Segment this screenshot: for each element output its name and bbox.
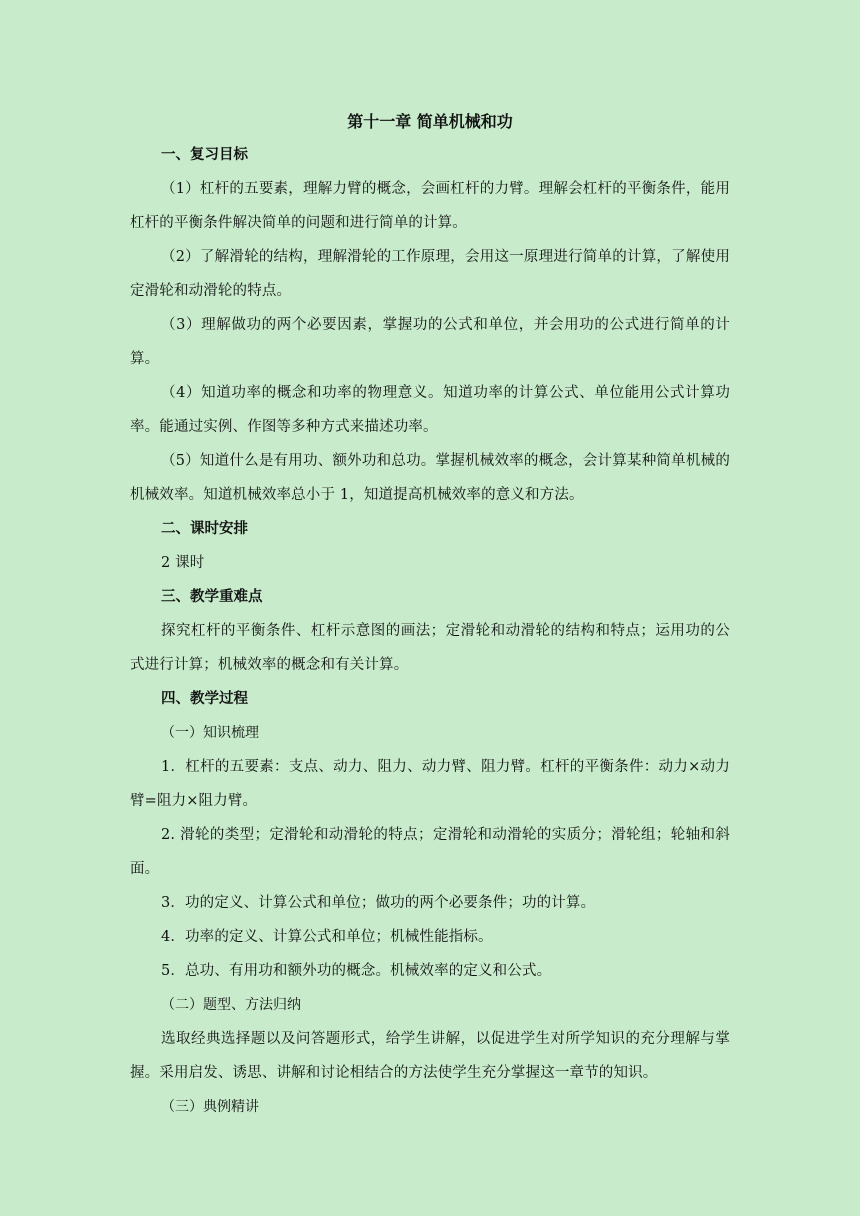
question-types-text: 选取经典选择题以及问答题形式，给学生讲解，以促进学生对所学知识的充分理解与掌握。采用启发、诱思、讲解和讨论相结合的方法使学生充分掌握这一章节的知识。	[130, 1031, 730, 1081]
subheading-examples: （三）典例精讲	[161, 1099, 259, 1115]
document-content	[130, 106, 730, 1124]
schedule-text: 2 课时	[161, 555, 205, 571]
knowledge-point-2: 2. 滑轮的类型；定滑轮和动滑轮的特点；定滑轮和动滑轮的实质分；滑轮组；轮轴和斜面。	[130, 827, 730, 877]
subheading-knowledge-review: （一）知识梳理	[161, 725, 259, 741]
key-points-text: 探究杠杆的平衡条件、杠杆示意图的画法；定滑轮和动滑轮的结构和特点；运用功的公式进行计算；机械效率的概念和有关计算。	[130, 623, 730, 673]
goal-item-5: （5）知道什么是有用功、额外功和总功。掌握机械效率的概念，会计算某种简单机械的机械效率。知道机械效率总小于 1，知道提高机械效率的意义和方法。	[130, 453, 730, 503]
goal-item-3: （3）理解做功的两个必要因素，掌握功的公式和单位，并会用功的公式进行简单的计算。	[130, 317, 730, 367]
knowledge-point-3: 3．功的定义、计算公式和单位；做功的两个必要条件；功的计算。	[161, 895, 596, 911]
document-title: 第十一章 简单机械和功	[347, 112, 513, 131]
goal-item-1: （1）杠杆的五要素，理解力臂的概念，会画杠杆的力臂。理解会杠杆的平衡条件，能用杠杆的平衡条件解决简单的问题和进行简单的计算。	[130, 181, 730, 231]
section-heading-review-goals: 一、复习目标	[161, 146, 248, 163]
section-heading-key-points: 三、教学重难点	[161, 588, 263, 605]
knowledge-point-5: 5．总功、有用功和额外功的概念。机械效率的定义和公式。	[161, 963, 552, 979]
goal-item-4: （4）知道功率的概念和功率的物理意义。知道功率的计算公式、单位能用公式计算功率。能通过实例、作图等多种方式来描述功率。	[130, 385, 730, 435]
knowledge-point-4: 4．功率的定义、计算公式和单位；机械性能指标。	[161, 929, 493, 945]
subheading-question-types: （二）题型、方法归纳	[161, 997, 301, 1013]
section-heading-teaching-process: 四、教学过程	[161, 690, 248, 707]
knowledge-point-1: 1．杠杆的五要素：支点、动力、阻力、动力臂、阻力臂。杠杆的平衡条件：动力×动力臂=阻力×阻力臂。	[130, 759, 730, 809]
goal-item-2: （2）了解滑轮的结构，理解滑轮的工作原理，会用这一原理进行简单的计算，了解使用定滑轮和动滑轮的特点。	[130, 249, 730, 299]
section-heading-schedule: 二、课时安排	[161, 520, 248, 537]
